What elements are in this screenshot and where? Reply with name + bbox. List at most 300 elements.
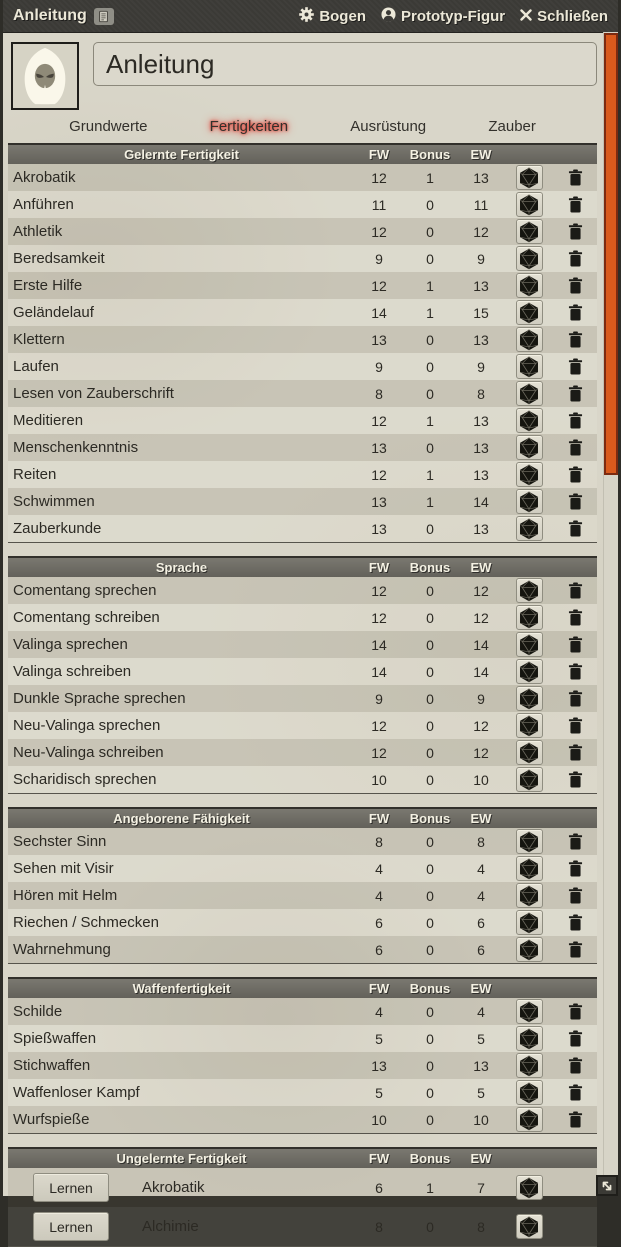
- bonus-value: 0: [426, 1030, 434, 1047]
- roll-die-button[interactable]: [516, 435, 543, 460]
- column-header-bonus: Bonus: [409, 811, 451, 826]
- ew-value: 8: [477, 385, 485, 402]
- fw-value: 5: [375, 1030, 383, 1047]
- roll-die-button[interactable]: [516, 1026, 543, 1051]
- roll-die-button[interactable]: [516, 713, 543, 738]
- roll-cell: [505, 578, 553, 603]
- skill-name: Valinga schreiben: [13, 663, 132, 680]
- delete-skill-button[interactable]: [566, 858, 585, 879]
- skill-row: [8, 218, 597, 245]
- roll-die-button[interactable]: [516, 246, 543, 271]
- section-header: [8, 556, 597, 577]
- tab-grundwerte[interactable]: Grundwerte: [69, 118, 148, 135]
- skill-name: Stichwaffen: [13, 1057, 91, 1074]
- delete-skill-button[interactable]: [566, 1082, 585, 1103]
- skill-name: Riechen / Schmecken: [13, 914, 159, 931]
- ew-value: 5: [477, 1030, 485, 1047]
- section-title: Waffenfertigkeit: [132, 981, 231, 996]
- delete-skill-button[interactable]: [566, 580, 585, 601]
- scroll-icon: [94, 8, 114, 25]
- trash-icon: [568, 331, 583, 348]
- column-header-fw: FW: [368, 981, 390, 996]
- roll-cell: [505, 883, 553, 908]
- roll-die-button[interactable]: [516, 462, 543, 487]
- roll-die-button[interactable]: [516, 937, 543, 962]
- delete-skill-button[interactable]: [566, 831, 585, 852]
- d20-die-icon: [518, 383, 540, 405]
- roll-die-button[interactable]: [516, 1175, 543, 1200]
- bonus-value: 0: [426, 331, 434, 348]
- ew-value: 6: [477, 914, 485, 931]
- delete-skill-button[interactable]: [566, 167, 585, 188]
- ew-value: 13: [473, 466, 489, 483]
- fw-value: 10: [371, 771, 387, 788]
- section-title: Angeborene Fähigkeit: [113, 811, 250, 826]
- trash-icon: [568, 466, 583, 483]
- ew-value: 8: [477, 833, 485, 850]
- delete-skill-button[interactable]: [566, 275, 585, 296]
- delete-cell: [553, 831, 597, 852]
- roll-die-button[interactable]: [516, 999, 543, 1024]
- roll-cell: [505, 327, 553, 352]
- character-header: [11, 42, 597, 110]
- skill-name: Sechster Sinn: [13, 833, 107, 850]
- delete-skill-button[interactable]: [566, 1109, 585, 1130]
- roll-die-button[interactable]: [516, 1107, 543, 1132]
- skill-name: Beredsamkeit: [13, 250, 105, 267]
- scrollbar[interactable]: [603, 32, 618, 1196]
- fw-value: 12: [371, 277, 387, 294]
- skill-row: [8, 1079, 597, 1106]
- roll-die-button[interactable]: [516, 516, 543, 541]
- trash-icon: [568, 1003, 583, 1020]
- ew-value: 13: [473, 1057, 489, 1074]
- fw-value: 13: [371, 493, 387, 510]
- delete-skill-button[interactable]: [566, 1055, 585, 1076]
- delete-cell: [553, 464, 597, 485]
- delete-skill-button[interactable]: [566, 715, 585, 736]
- delete-cell: [553, 356, 597, 377]
- roll-cell: [505, 192, 553, 217]
- delete-skill-button[interactable]: [566, 1001, 585, 1022]
- skill-row: [8, 828, 597, 855]
- roll-die-button[interactable]: [516, 856, 543, 881]
- bonus-value: 0: [426, 833, 434, 850]
- d20-die-icon: [518, 356, 540, 378]
- fw-value: 10: [371, 1111, 387, 1128]
- delete-skill-button[interactable]: [566, 634, 585, 655]
- tab-zauber[interactable]: Zauber: [488, 118, 536, 135]
- roll-die-button[interactable]: [516, 273, 543, 298]
- delete-skill-button[interactable]: [566, 688, 585, 709]
- skill-row: [8, 353, 597, 380]
- fw-value: 13: [371, 1057, 387, 1074]
- d20-die-icon: [518, 167, 540, 189]
- bonus-value: 0: [426, 744, 434, 761]
- roll-cell: [505, 659, 553, 684]
- d20-die-icon: [518, 580, 540, 602]
- roll-die-button[interactable]: [516, 489, 543, 514]
- fw-value: 14: [371, 304, 387, 321]
- hooded-figure-icon: [14, 45, 76, 107]
- bonus-value: 0: [426, 196, 434, 213]
- delete-skill-button[interactable]: [566, 742, 585, 763]
- skill-section: [8, 556, 597, 794]
- character-avatar[interactable]: [11, 42, 79, 110]
- d20-die-icon: [518, 715, 540, 737]
- trash-icon: [568, 771, 583, 788]
- bonus-value: 0: [426, 860, 434, 877]
- roll-cell: [505, 1175, 553, 1200]
- resize-arrow-icon: [600, 1179, 614, 1193]
- skill-row: [8, 685, 597, 712]
- trash-icon: [568, 717, 583, 734]
- roll-die-button[interactable]: [516, 192, 543, 217]
- fw-value: 12: [371, 412, 387, 429]
- bonus-value: 0: [426, 887, 434, 904]
- roll-cell: [505, 910, 553, 935]
- skill-name: Comentang sprechen: [13, 582, 157, 599]
- tab-fertigkeiten[interactable]: Fertigkeiten: [209, 118, 289, 135]
- section-title: Ungelernte Fertigkeit: [116, 1151, 247, 1166]
- roll-die-button[interactable]: [516, 767, 543, 792]
- ew-value: 4: [477, 860, 485, 877]
- roll-cell: [505, 489, 553, 514]
- ew-value: 14: [473, 636, 489, 653]
- skill-row: [8, 245, 597, 272]
- roll-die-button[interactable]: [516, 605, 543, 630]
- learn-button[interactable]: Lernen: [33, 1212, 109, 1241]
- prototype-figure-label: Prototyp-Figur: [400, 7, 506, 25]
- ew-value: 9: [477, 690, 485, 707]
- skill-row: [8, 909, 597, 936]
- skill-row: [8, 712, 597, 739]
- learn-cell: [8, 1173, 128, 1202]
- d20-die-icon: [518, 1028, 540, 1050]
- column-header-fw: FW: [368, 1151, 390, 1166]
- fw-value: 12: [371, 582, 387, 599]
- skill-name: Comentang schreiben: [13, 609, 160, 626]
- trash-icon: [568, 690, 583, 707]
- fw-value: 6: [375, 1179, 383, 1196]
- trash-icon: [568, 358, 583, 375]
- skill-row: [8, 1168, 597, 1207]
- delete-skill-button[interactable]: [566, 661, 585, 682]
- delete-cell: [553, 518, 597, 539]
- roll-cell: [505, 435, 553, 460]
- delete-skill-button[interactable]: [566, 383, 585, 404]
- roll-die-button[interactable]: [516, 910, 543, 935]
- section-header: [8, 977, 597, 998]
- roll-cell: [505, 354, 553, 379]
- delete-cell: [553, 1055, 597, 1076]
- roll-cell: [505, 300, 553, 325]
- delete-skill-button[interactable]: [566, 464, 585, 485]
- delete-skill-button[interactable]: [566, 356, 585, 377]
- ew-value: 14: [473, 663, 489, 680]
- fw-value: 12: [371, 466, 387, 483]
- d20-die-icon: [518, 661, 540, 683]
- fw-value: 4: [375, 860, 383, 877]
- skill-row: [8, 272, 597, 299]
- delete-skill-button[interactable]: [566, 248, 585, 269]
- bonus-value: 0: [426, 1084, 434, 1101]
- d20-die-icon: [518, 634, 540, 656]
- roll-cell: [505, 713, 553, 738]
- skill-row: [8, 1025, 597, 1052]
- learn-cell: [8, 1212, 128, 1241]
- character-name-input[interactable]: [93, 42, 597, 86]
- roll-die-button[interactable]: [516, 165, 543, 190]
- d20-die-icon: [518, 329, 540, 351]
- skill-section: [8, 1147, 597, 1247]
- trash-icon: [568, 169, 583, 186]
- roll-die-button[interactable]: [516, 1080, 543, 1105]
- roll-die-button[interactable]: [516, 632, 543, 657]
- fw-value: 9: [375, 690, 383, 707]
- column-header-fw: FW: [368, 811, 390, 826]
- fw-value: 9: [375, 358, 383, 375]
- sheet-content: [3, 33, 618, 1247]
- roll-cell: [505, 686, 553, 711]
- roll-die-button[interactable]: [516, 883, 543, 908]
- skill-name: Klettern: [13, 331, 65, 348]
- roll-die-button[interactable]: [516, 354, 543, 379]
- roll-die-button[interactable]: [516, 219, 543, 244]
- ew-value: 7: [477, 1179, 485, 1196]
- delete-cell: [553, 221, 597, 242]
- roll-die-button[interactable]: [516, 1053, 543, 1078]
- bonus-value: 0: [426, 690, 434, 707]
- delete-skill-button[interactable]: [566, 1028, 585, 1049]
- fw-value: 12: [371, 609, 387, 626]
- delete-cell: [553, 885, 597, 906]
- skill-name: Anführen: [13, 196, 74, 213]
- roll-cell: [505, 1214, 553, 1239]
- skill-row: [8, 1106, 597, 1133]
- section-header: [8, 807, 597, 828]
- ew-value: 12: [473, 744, 489, 761]
- prototype-figure-button[interactable]: [381, 7, 505, 26]
- gear-icon: [299, 7, 314, 26]
- learn-button[interactable]: Lernen: [33, 1173, 109, 1202]
- delete-skill-button[interactable]: [566, 302, 585, 323]
- trash-icon: [568, 887, 583, 904]
- trash-icon: [568, 520, 583, 537]
- roll-die-button[interactable]: [516, 381, 543, 406]
- sheet-button[interactable]: [299, 7, 366, 26]
- trash-icon: [568, 223, 583, 240]
- trash-icon: [568, 582, 583, 599]
- bonus-value: 0: [426, 439, 434, 456]
- fw-value: 11: [371, 196, 387, 213]
- section-title: Gelernte Fertigkeit: [124, 147, 239, 162]
- skill-name: Neu-Valinga schreiben: [13, 744, 164, 761]
- d20-die-icon: [518, 194, 540, 216]
- skill-name: Meditieren: [13, 412, 84, 429]
- fw-value: 8: [375, 833, 383, 850]
- titlebar: [3, 0, 618, 33]
- roll-die-button[interactable]: [516, 740, 543, 765]
- scrollbar-thumb[interactable]: [604, 33, 618, 475]
- roll-cell: [505, 273, 553, 298]
- roll-die-button[interactable]: [516, 659, 543, 684]
- roll-cell: [505, 999, 553, 1024]
- delete-cell: [553, 491, 597, 512]
- delete-cell: [553, 715, 597, 736]
- bonus-value: 1: [426, 1179, 434, 1196]
- roll-cell: [505, 219, 553, 244]
- d20-die-icon: [518, 1216, 540, 1238]
- bonus-value: 0: [426, 636, 434, 653]
- ew-value: 6: [477, 941, 485, 958]
- skill-name: Scharidisch sprechen: [13, 771, 157, 788]
- skill-name: Schwimmen: [13, 493, 95, 510]
- d20-die-icon: [518, 1082, 540, 1104]
- roll-die-button[interactable]: [516, 686, 543, 711]
- skill-name: Schilde: [13, 1003, 63, 1020]
- trash-icon: [568, 609, 583, 626]
- ew-value: 13: [473, 331, 489, 348]
- bonus-value: 0: [426, 1218, 434, 1235]
- ew-value: 11: [473, 196, 489, 213]
- ew-value: 4: [477, 887, 485, 904]
- ew-value: 8: [477, 1218, 485, 1235]
- skill-row: [8, 434, 597, 461]
- skill-row: [8, 631, 597, 658]
- skill-row: [8, 855, 597, 882]
- roll-die-button[interactable]: [516, 327, 543, 352]
- delete-skill-button[interactable]: [566, 912, 585, 933]
- skill-row: [8, 936, 597, 963]
- trash-icon: [568, 304, 583, 321]
- delete-skill-button[interactable]: [566, 221, 585, 242]
- ew-value: 13: [473, 439, 489, 456]
- skill-name: Alchimie: [142, 1218, 199, 1235]
- roll-cell: [505, 516, 553, 541]
- sections: [8, 143, 597, 1247]
- d20-die-icon: [518, 1001, 540, 1023]
- tab-ausruestung[interactable]: Ausrüstung: [350, 118, 427, 135]
- ew-value: 12: [473, 609, 489, 626]
- titlebar-left: [13, 7, 114, 25]
- close-button[interactable]: [520, 8, 608, 25]
- skill-name: Dunkle Sprache sprechen: [13, 690, 186, 707]
- bonus-value: 1: [426, 277, 434, 294]
- fw-value: 13: [371, 439, 387, 456]
- resize-handle[interactable]: [596, 1175, 618, 1196]
- delete-skill-button[interactable]: [566, 939, 585, 960]
- sheet-button-label: Bogen: [319, 7, 366, 25]
- trash-icon: [568, 493, 583, 510]
- fw-value: 4: [375, 1003, 383, 1020]
- column-header-bonus: Bonus: [409, 147, 451, 162]
- skill-name: Akrobatik: [13, 169, 76, 186]
- delete-skill-button[interactable]: [566, 194, 585, 215]
- delete-skill-button[interactable]: [566, 491, 585, 512]
- d20-die-icon: [518, 491, 540, 513]
- delete-skill-button[interactable]: [566, 437, 585, 458]
- delete-cell: [553, 1028, 597, 1049]
- delete-cell: [553, 688, 597, 709]
- trash-icon: [568, 250, 583, 267]
- fw-value: 6: [375, 941, 383, 958]
- bonus-value: 0: [426, 1111, 434, 1128]
- skill-name: Laufen: [13, 358, 59, 375]
- delete-cell: [553, 167, 597, 188]
- trash-icon: [568, 1111, 583, 1128]
- roll-cell: [505, 632, 553, 657]
- roll-die-button[interactable]: [516, 300, 543, 325]
- bonus-value: 1: [426, 412, 434, 429]
- bonus-value: 0: [426, 250, 434, 267]
- trash-icon: [568, 941, 583, 958]
- skill-name: Erste Hilfe: [13, 277, 83, 294]
- delete-skill-button[interactable]: [566, 329, 585, 350]
- bonus-value: 1: [426, 169, 434, 186]
- ew-value: 13: [473, 169, 489, 186]
- fw-value: 12: [371, 169, 387, 186]
- delete-skill-button[interactable]: [566, 410, 585, 431]
- skill-name: Neu-Valinga sprechen: [13, 717, 161, 734]
- close-icon: [520, 8, 532, 25]
- d20-die-icon: [518, 885, 540, 907]
- skill-row: [8, 1207, 597, 1246]
- d20-die-icon: [518, 437, 540, 459]
- d20-die-icon: [518, 742, 540, 764]
- bonus-value: 1: [426, 466, 434, 483]
- bonus-value: 0: [426, 941, 434, 958]
- skill-row: [8, 998, 597, 1025]
- trash-icon: [568, 412, 583, 429]
- d20-die-icon: [518, 912, 540, 934]
- skill-row: [8, 299, 597, 326]
- fw-value: 5: [375, 1084, 383, 1101]
- column-header-bonus: Bonus: [409, 1151, 451, 1166]
- trash-icon: [568, 833, 583, 850]
- d20-die-icon: [518, 1055, 540, 1077]
- skill-section: [8, 977, 597, 1134]
- ew-value: 4: [477, 1003, 485, 1020]
- delete-skill-button[interactable]: [566, 518, 585, 539]
- roll-cell: [505, 937, 553, 962]
- roll-die-button[interactable]: [516, 1214, 543, 1239]
- trash-icon: [568, 439, 583, 456]
- delete-skill-button[interactable]: [566, 769, 585, 790]
- trash-icon: [568, 663, 583, 680]
- section-header: [8, 143, 597, 164]
- fw-value: 4: [375, 887, 383, 904]
- column-header-bonus: Bonus: [409, 981, 451, 996]
- delete-skill-button[interactable]: [566, 885, 585, 906]
- roll-cell: [505, 165, 553, 190]
- bonus-value: 0: [426, 223, 434, 240]
- fw-value: 9: [375, 250, 383, 267]
- trash-icon: [568, 1084, 583, 1101]
- d20-die-icon: [518, 1177, 540, 1199]
- delete-skill-button[interactable]: [566, 607, 585, 628]
- roll-die-button[interactable]: [516, 829, 543, 854]
- skill-name: Menschenkenntnis: [13, 439, 139, 456]
- fw-value: 6: [375, 914, 383, 931]
- roll-die-button[interactable]: [516, 408, 543, 433]
- roll-die-button[interactable]: [516, 578, 543, 603]
- skill-name: Waffenloser Kampf: [13, 1084, 140, 1101]
- delete-cell: [553, 302, 597, 323]
- skill-name: Wurfspieße: [13, 1111, 90, 1128]
- skill-name: Wahrnehmung: [13, 941, 111, 958]
- ew-value: 9: [477, 358, 485, 375]
